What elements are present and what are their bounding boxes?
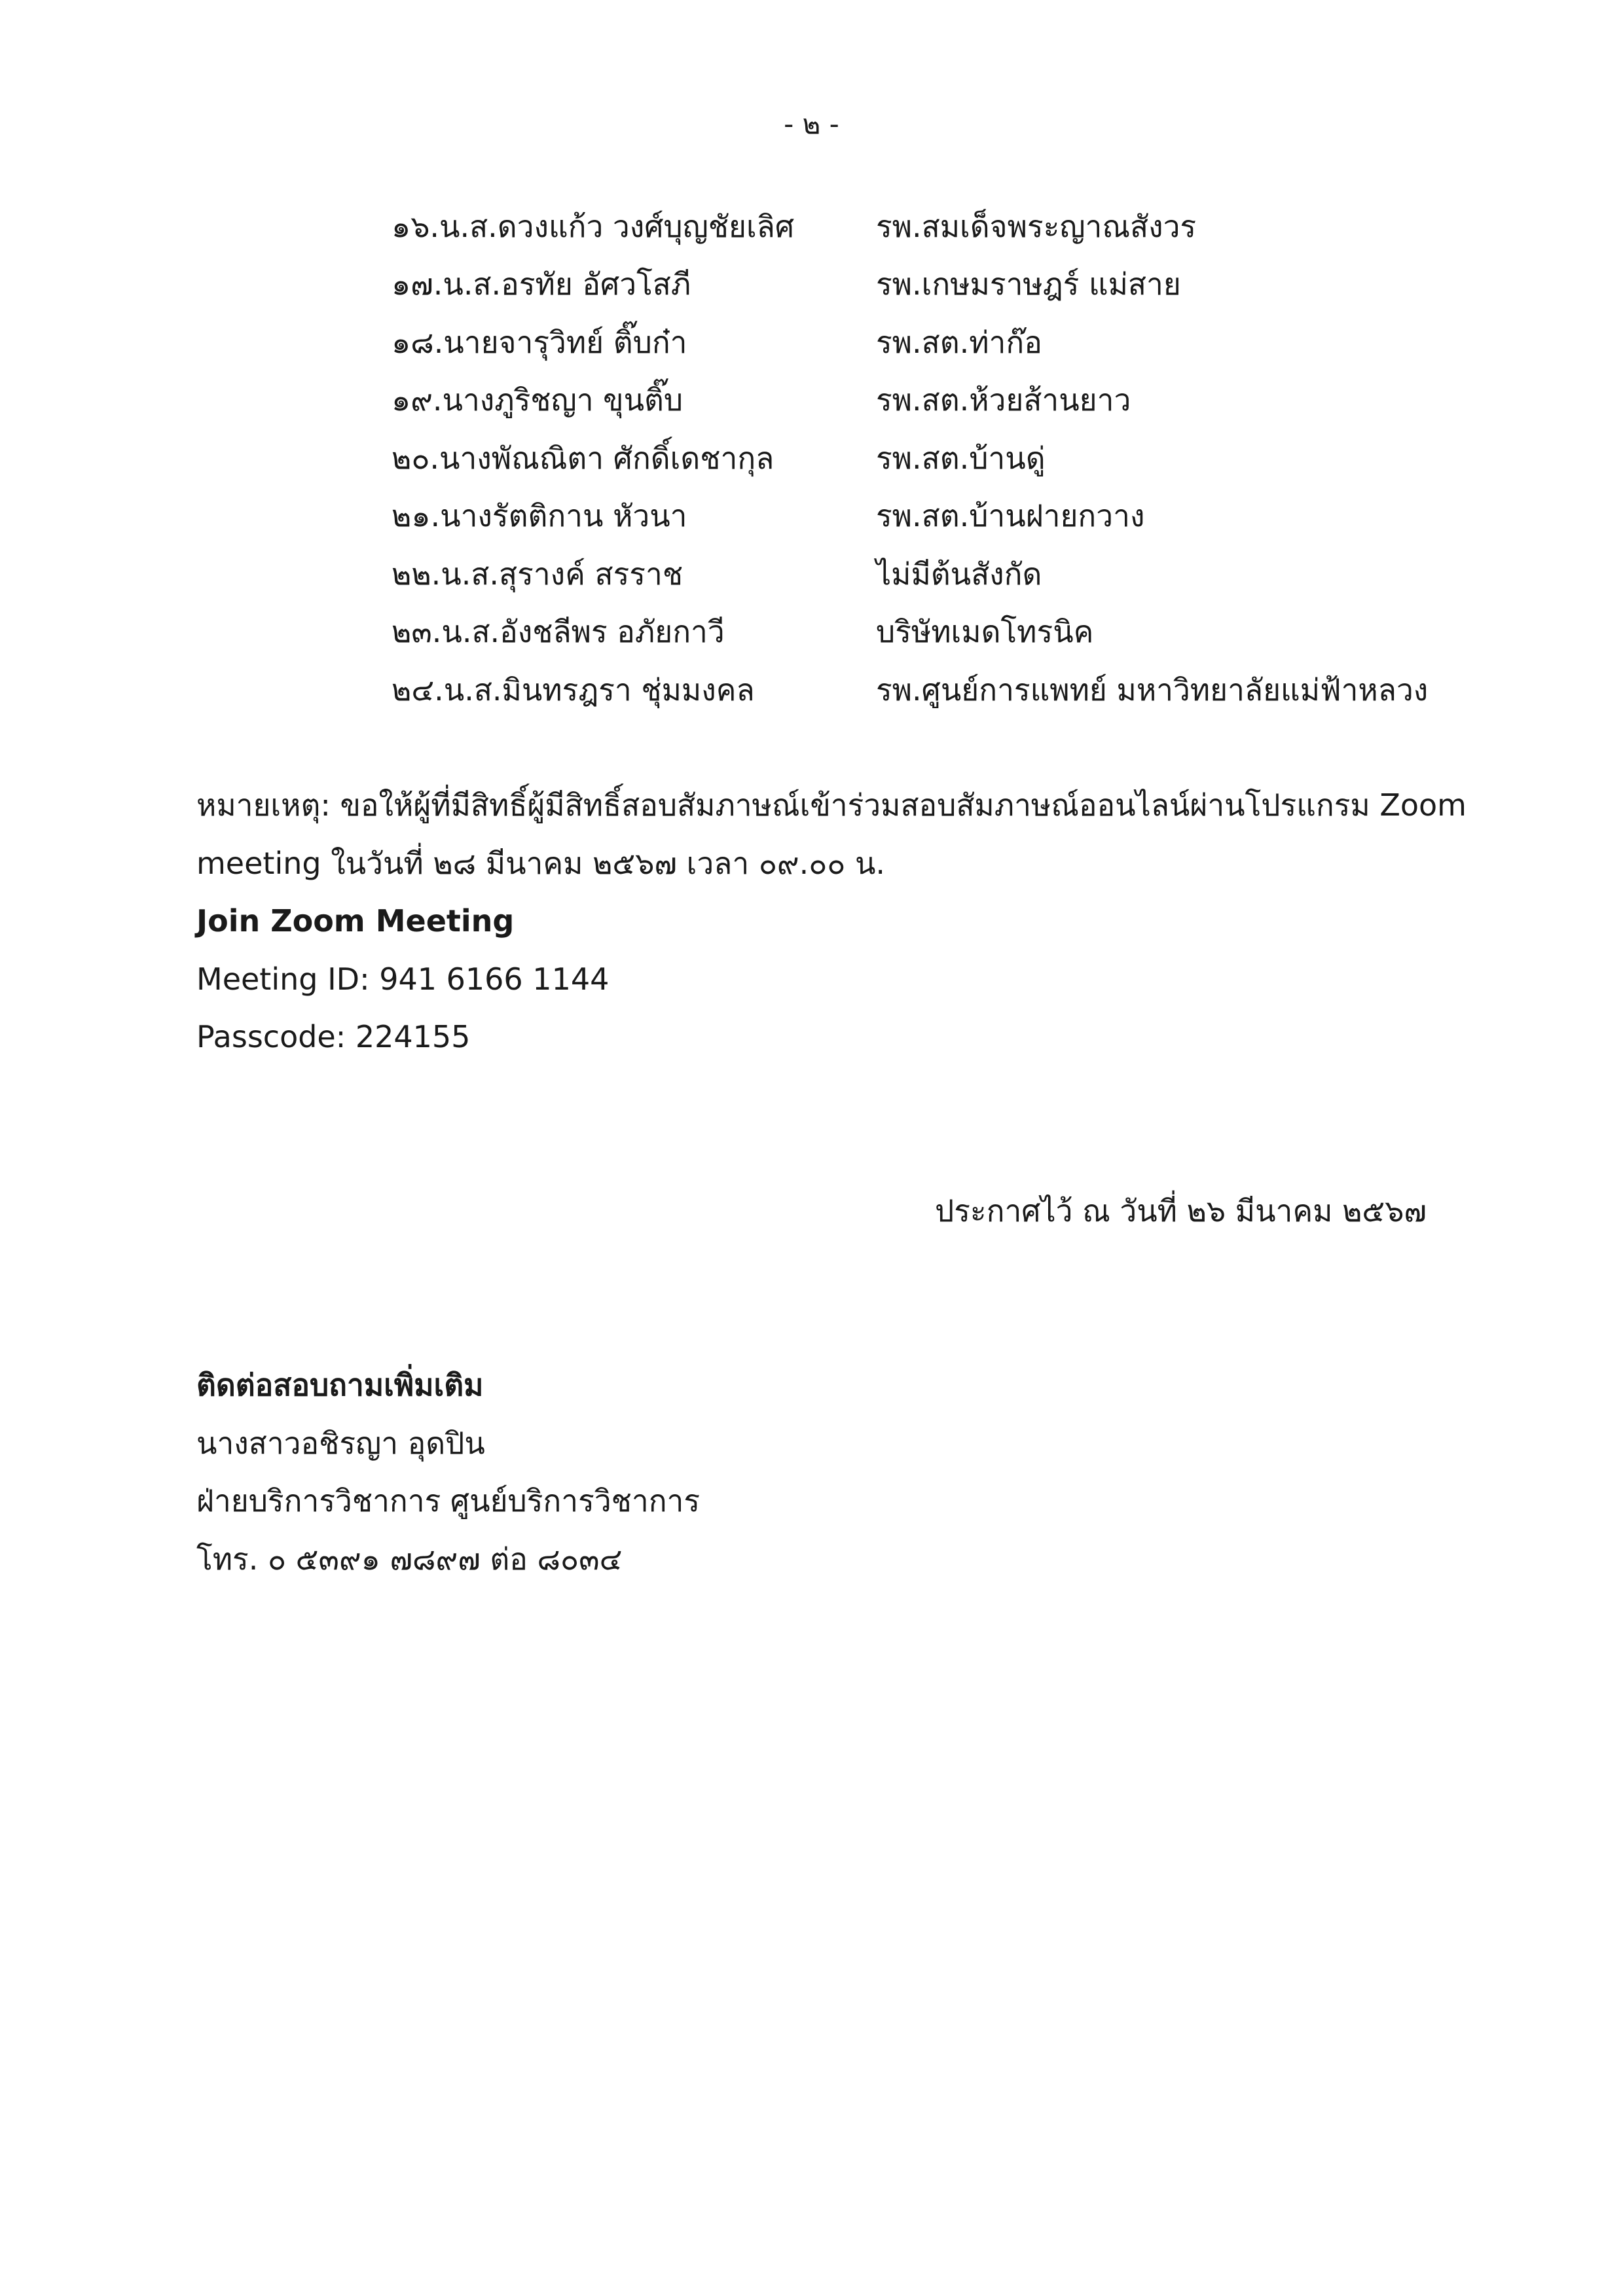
candidate-affiliation: รพ.เกษมราษฎร์ แม่สาย [876,266,1181,302]
zoom-meeting-id: Meeting ID: 941 6166 1144 [196,961,610,997]
candidate-affiliation: รพ.สต.ห้วยส้านยาว [876,382,1131,418]
candidate-name: ๒๓.น.ส.อังชลีพร อภัยกาวี [392,614,725,650]
candidate-affiliation: รพ.ศูนย์การแพทย์ มหาวิทยาลัยแม่ฟ้าหลวง [876,672,1429,708]
list-item [392,429,1504,488]
candidate-name: ๑๖.น.ส.ดวงแก้ว วงศ์บุญชัยเลิศ [392,208,795,244]
list-item [392,603,1504,662]
candidate-list [392,198,1504,719]
candidate-name: ๒๐.นางพัณณิตา ศักดิ์เดชากุล [392,440,775,476]
note-line: meeting ในวันที่ ๒๘ มีนาคม ๒๕๖๗ เวลา ๐๙.๐๐ น. [196,845,886,881]
candidate-name: ๒๔.น.ส.มินทรฎรา ชุ่มมงคล [392,672,755,708]
note-line: หมายเหตุ: ขอให้ผู้ที่มีสิทธิ์ผู้มีสิทธิ์สอบสัมภาษณ์เข้าร่วมสอบสัมภาษณ์ออนไลน์ผ่านโปรแกรม Zoom [196,787,1467,823]
list-item [392,488,1504,546]
page-number: - ๒ - [784,108,839,140]
candidate-name: ๑๘.นายจารุวิทย์ ติ๊บก๋า [392,324,687,360]
candidate-affiliation: บริษัทเมดโทรนิค [876,614,1094,650]
note-paragraph [196,776,1467,892]
contact-name: นางสาวอชิรญา อุดปิน [196,1425,485,1461]
candidate-affiliation: รพ.สต.บ้านฝายกวาง [876,498,1145,534]
list-item [392,372,1504,430]
contact-heading: ติดต่อสอบถามเพิ่มเติม [196,1367,484,1403]
candidate-affiliation: ไม่มีต้นสังกัด [876,556,1042,592]
list-item [392,314,1504,372]
candidate-name: ๑๗.น.ส.อรทัย อัศวโสภี [392,266,691,302]
zoom-meeting-info [196,892,1440,1066]
candidate-affiliation: รพ.สต.ท่าก๊อ [876,324,1042,360]
list-item [392,256,1504,314]
list-item [392,661,1504,719]
announcement-date: ประกาศไว้ ณ วันที่ ๒๖ มีนาคม ๒๕๖๗ [935,1193,1427,1229]
zoom-heading: Join Zoom Meeting [196,903,515,939]
candidate-affiliation: รพ.สมเด็จพระญาณสังวร [876,208,1197,244]
zoom-passcode: Passcode: 224155 [196,1019,471,1054]
candidate-name: ๒๑.นางรัตติกาน หัวนา [392,498,687,534]
list-item [392,545,1504,603]
candidate-name: ๑๙.นางภูริชญา ขุนติ๊บ [392,382,684,418]
contact-department: ฝ่ายบริการวิชาการ ศูนย์บริการวิชาการ [196,1483,701,1518]
candidate-affiliation: รพ.สต.บ้านดู่ [876,440,1046,476]
contact-phone: โทร. ๐ ๕๓๙๑ ๗๘๙๗ ต่อ ๘๐๓๔ [196,1541,623,1577]
list-item [392,198,1504,256]
candidate-name: ๒๒.น.ส.สุรางค์ สรราช [392,556,684,592]
contact-info [196,1356,1440,1588]
